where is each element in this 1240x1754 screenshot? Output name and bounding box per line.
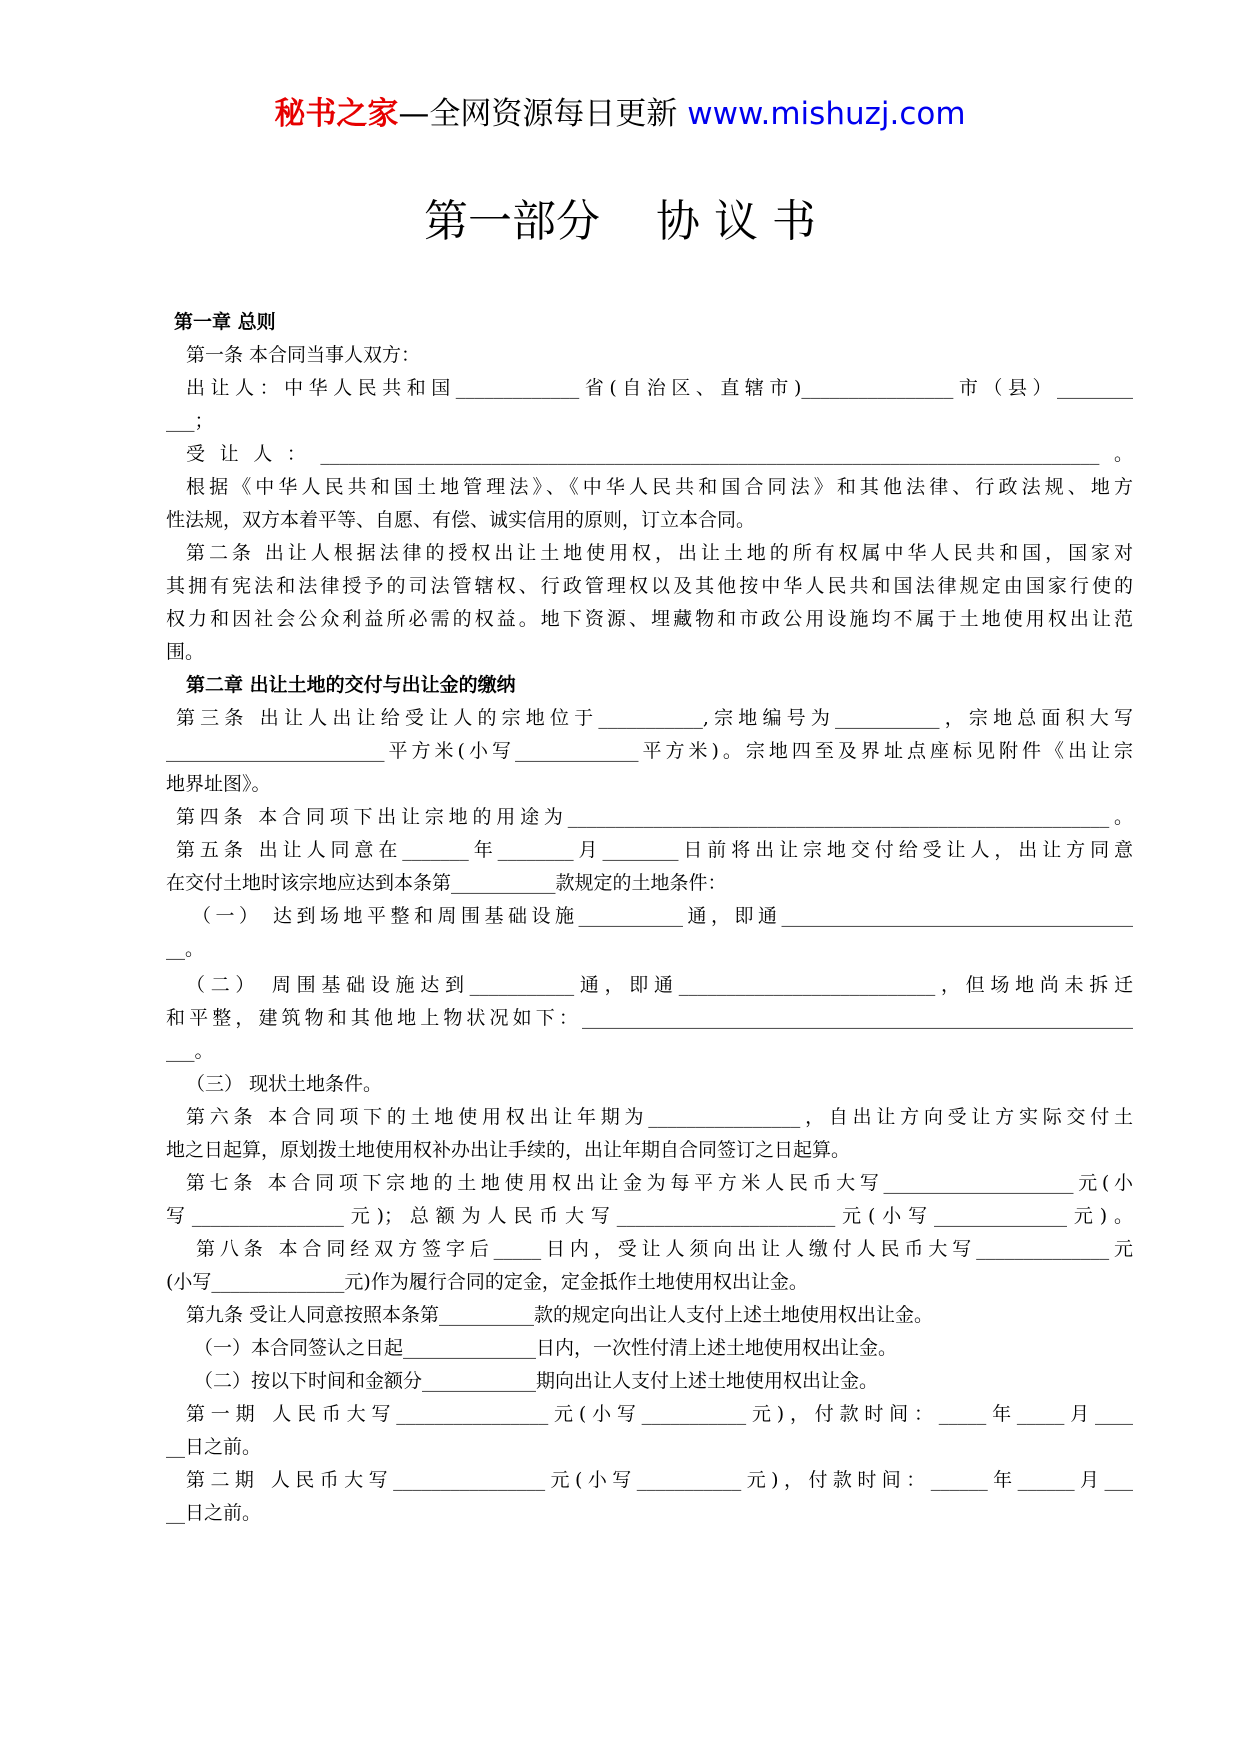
clause-line: 在交付土地时该宗地应达到本条第___________款规定的土地条件： <box>166 872 727 894</box>
clause-line: 围。 <box>166 641 205 663</box>
clause-line: _______________________平方米(小写_____________平方米)。宗地四至及界址点座标见附件《出让宗 <box>166 740 1133 762</box>
clause-line: 和平整，建筑物和其他地上物状况如下：__________________________________________________________ <box>166 1007 1133 1029</box>
clause-line: 第八条 本合同经双方签字后_____日内，受让人须向出让人缴付人民币大写______________元 <box>196 1238 1133 1260</box>
clause-line: 第一期 人民币大写________________元(小写___________元)，付款时间：_____年_____月____ <box>186 1403 1133 1425</box>
clause-line: 第三条 出让人出让给受让人的宗地位于___________,宗地编号为___________，宗地总面积大写 <box>176 707 1133 729</box>
clause-line: 性法规，双方本着平等、自愿、有偿、诚实信用的原则，订立本合同。 <box>166 509 756 531</box>
clause-line: 第九条 受让人同意按照本条第__________款的规定向出让人支付上述土地使用权出让金。 <box>186 1304 934 1326</box>
chapter-heading: 第一章 总则 <box>174 311 276 333</box>
clause-line: __日之前。 <box>166 1436 262 1458</box>
clause-line: （二） 周围基础设施达到___________通，即通___________________________，但场地尚未拆迁 <box>186 974 1133 996</box>
clause-line: 第二期 人民币大写________________元(小写___________元)，付款时间：______年______月___ <box>186 1469 1133 1491</box>
clause-line: 写________________元)；总额为人民币大写_______________________元(小写______________元)。 <box>166 1205 1133 1227</box>
clause-line: 地界址图》。 <box>166 773 271 795</box>
chapter-heading: 第二章 出让土地的交付与出让金的缴纳 <box>186 674 516 696</box>
clause-line: __。 <box>166 938 205 960</box>
agreement-body <box>166 306 1133 1530</box>
clause-line: 第二条 出让人根据法律的授权出让土地使用权，出让土地的所有权属中华人民共和国，国家对 <box>186 542 1133 564</box>
page-title: 第一部分 协 议 书 <box>424 196 816 247</box>
clause-line: （一） 达到场地平整和周围基础设施___________通，即通_____________________________________ <box>192 905 1133 927</box>
clause-line: 第一条 本合同当事人双方： <box>186 344 421 366</box>
site-tagline: —全网资源每日更新 <box>398 96 688 132</box>
clause-line: 第四条 本合同项下出让宗地的用途为_________________________________________________________。 <box>176 806 1133 828</box>
clause-line: 权力和因社会公众利益所必需的权益。地下资源、埋藏物和市政公用设施均不属于土地使用权出让范 <box>166 608 1133 630</box>
site-brand: 秘书之家 <box>274 96 399 132</box>
clause-line: ___。 <box>166 1040 214 1062</box>
clause-line: 出让人：中华人民共和国_____________省(自治区、直辖市)________________市（县）________ <box>186 377 1133 399</box>
clause-line: 地之日起算，原划拨土地使用权补办出让手续的，出让年期自合同签订之日起算。 <box>166 1139 851 1161</box>
site-banner <box>0 96 1240 133</box>
clause-line: （一）本合同签认之日起______________日内，一次性付清上述土地使用权出让金。 <box>194 1337 898 1359</box>
clause-line: (小写______________元)作为履行合同的定金，定金抵作土地使用权出让金。 <box>166 1271 808 1293</box>
clause-line: 第七条 本合同项下宗地的土地使用权出让金为每平方米人民币大写____________________元(小 <box>186 1172 1133 1194</box>
clause-line: 根据《中华人民共和国土地管理法》、《中华人民共和国合同法》和其他法律、行政法规、地方 <box>186 476 1133 498</box>
clause-line: 第六条 本合同项下的土地使用权出让年期为________________，自出让方向受让方实际交付土 <box>186 1106 1133 1128</box>
clause-line: （二）按以下时间和金额分____________期向出让人支付上述土地使用权出让金。 <box>194 1370 879 1392</box>
clause-line: ___； <box>166 410 214 432</box>
clause-line: （三） 现状土地条件。 <box>186 1073 383 1095</box>
clause-line: 第五条 出让人同意在_______年________月________日前将出让宗地交付给受让人，出让方同意 <box>176 839 1133 861</box>
clause-line: 受让人：__________________________________________________________________________________。 <box>186 443 1133 465</box>
site-url-link[interactable]: www.mishuzj.com <box>687 96 966 132</box>
clause-line: __日之前。 <box>166 1502 262 1524</box>
clause-line: 其拥有宪法和法律授予的司法管辖权、行政管理权以及其他按中华人民共和国法律规定由国家行使的 <box>166 575 1133 597</box>
